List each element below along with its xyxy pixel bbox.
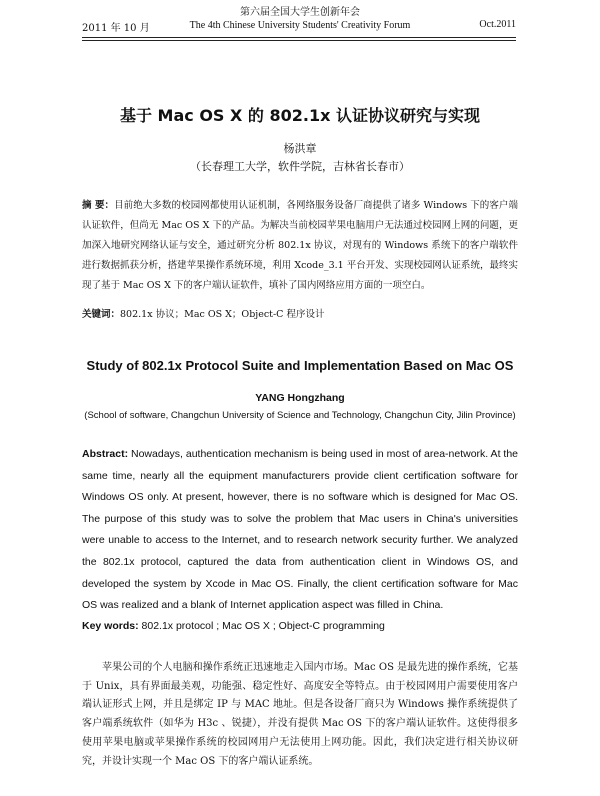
body-paragraph: 苹果公司的个人电脑和操作系统正迅速地走入国内市场。Mac OS 是最先进的操作系统，它基于 Unix，具有界面最美观，功能强、稳定性好、高度安全等特点。由于校园网用户需要使用客户端认证形式上网，并且是绑定 IP 与 MAC 地址。但是各设备厂商只为 Windows 操作系统提供了客户端系统软件（如华为 H3c 、锐捷），并没有提供 Mac OS 下的客户端认证软件。这使得很多使用苹果电脑或苹果操作系统的校园网用户无法使用上网功能。因此，我们决定进行相关协议研究，并设计实现一个 Mac OS 下的客户端认证系统。 [82,662,518,767]
keywords-label-cn: 关键词： [82,309,121,320]
header-conference-en: The 4th Chinese University Students' Creativity Forum [189,20,411,31]
keywords-label-en: Key words: [82,620,139,632]
keywords-text-en: 802.1x protocol ; Mac OS X ; Object-C programming [138,620,385,632]
abstract-label-cn: 摘 要： [82,200,115,211]
header-conference-cn: 第六届全国大学生创新年会 [240,7,360,18]
abstract-cn [82,196,518,296]
running-header [0,0,600,40]
header-date-en: Oct.2011 [479,19,516,30]
affiliation-en: (School of software, Changchun University of Science and Technology, Changchun City, Jilin Province) [84,410,516,421]
header-date-cn: 2011 年 10 月 [82,23,150,34]
header-rule [82,37,516,38]
header-rule-double [82,40,516,41]
abstract-en [82,444,518,617]
abstract-text-cn: 目前绝大多数的校园网都使用认证机制，各网络服务设备厂商提供了诸多 Windows 下的客户端认证软件，但尚无 Mac OS X 下的产品。为解决当前校园苹果电脑用户无法通过校园网上网的问题，更加深入地研究网络认证与安全，通过研究分析 802.1x 协议，对现有的 Windows 系统下的客户端软件进行数据抓获分析，搭建苹果操作系统环境，利用 Xcode_3.1 平台开发、实现校园网认证系统，最终实现了基于 Mac OS X 下的客户端认证软件，填补了国内网络应用方面的一项空白。 [82,200,518,291]
keywords-cn [82,306,518,320]
paper-title-cn: 基于 Mac OS X 的 802.1x 认证协议研究与实现 [119,106,481,125]
keywords-en [82,620,518,632]
author-cn: 杨洪章 [283,142,317,155]
abstract-text-en: Nowadays, authentication mechanism is being used in most of area-network. At the same time, nearly all the equipment manufacturers provide client certification software for Windows OS only. At present, however, there is no software which is designed for Mac OS. The purpose of this study was to solve the problem that Mac users in China's universities were unable to access to the Internet, and to research network security further. We analyzed the 802.1x protocol, captured the data from authentication client in Windows OS, and developed the system by Xcode in Mac OS. Finally, the client certification software for Mac OS was realized and a blank of Internet application aspect was filled in China. [82,448,518,612]
paper-title-en: Study of 802.1x Protocol Suite and Implementation Based on Mac OS [86,358,514,373]
author-en: YANG Hongzhang [255,392,345,404]
abstract-label-en: Abstract: [82,448,129,460]
keywords-text-cn: 802.1x 协议；Mac OS X；Object-C 程序设计 [120,309,325,320]
affiliation-cn: （长春理工大学，软件学院，吉林省长春市） [190,160,410,173]
